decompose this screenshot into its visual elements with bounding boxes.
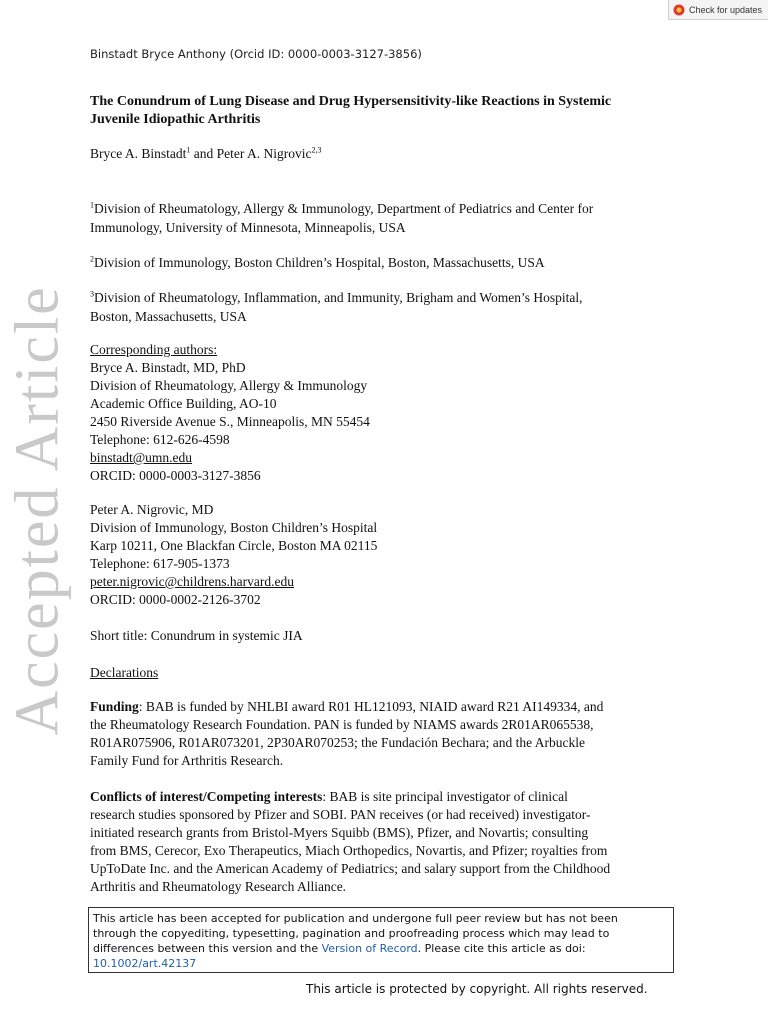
- version-of-record-link[interactable]: Version of Record: [321, 942, 418, 955]
- check-for-updates-icon: [673, 4, 685, 16]
- article-title: [90, 93, 670, 129]
- affiliation-1: $^1$Division of Rheumatology, Allergy & Immunology, Department of Pediatrics and Center for Immunology, University of Minnesota, Minneapolis, USA: [90, 200, 594, 235]
- watermark-text: Accepted Article: [3, 284, 72, 736]
- declarations-heading: Declarations: [90, 665, 159, 680]
- short-title: Short title: Conundrum in systemic JIA: [90, 628, 303, 643]
- author-separator: and: [190, 146, 217, 161]
- copyright-footer: This article is protected by copyright. All rights reserved.: [306, 982, 648, 996]
- accepted-article-notice: This article has been accepted for publication and undergone full peer review but has not been through the copyediting, typesetting, pagination and proofreading process which may lead to differences between this version and the Version of Record. Please cite this article as doi: 10.1002/art.42137: [88, 907, 674, 973]
- corresponding-author-1: Corresponding authors: Bryce A. Binstadt, MD, PhD Division of Rheumatology, Allergy & Immunology Academic Office Building, AO-10 2450 Riverside Avenue S., Minneapolis, MN 55454 Telephone: 612-626-4598 binstadt@umn.edu ORCID: 0000-0003-3127-3856: [90, 341, 670, 485]
- check-for-updates-label: Check for updates: [689, 4, 763, 15]
- author-1-email-link[interactable]: binstadt@umn.edu: [90, 450, 193, 465]
- affiliation-3: $^3$Division of Rheumatology, Inflammation, and Immunity, Brigham and Women’s Hospital, Boston, Massachusetts, USA: [90, 289, 583, 324]
- accepted-article-watermark: [3, 190, 72, 830]
- doi-link[interactable]: 10.1002/art.42137: [93, 957, 197, 970]
- conflicts-paragraph: Conflicts of interest/Competing interests: BAB is site principal investigator of clinical research studies sponsored by Pfizer and SOBI. PAN receives (or had received) investigator- initiated research grants from Bristol-Myers Squibb (BMS), Pfizer, and Novartis; consulting from BMS, Cerecor, Exo Therapeutics, Miach Orthopedics, Novartis, and Pfizer; royalties from UpToDate Inc. and the American Academy of Pediatrics; and salary support from the Childhood Arthritis and Rheumatology Research Alliance.: [90, 789, 611, 894]
- check-for-updates-badge[interactable]: [668, 0, 768, 20]
- author-2: Peter A. Nigrovic: [216, 146, 312, 161]
- header-orcid-line: Binstadt Bryce Anthony (Orcid ID: 0000-0003-3127-3856): [90, 47, 422, 61]
- author-2-affiliation: 2,3: [311, 145, 322, 155]
- funding-paragraph: Funding: BAB is funded by NHLBI award R01 HL121093, NIAID award R21 AI149334, and the Rheumatology Research Foundation. PAN is funded by NIAMS awards 2R01AR065538, R01AR075906, R01AR073201, 2P30AR070253; the Fundación Bechara; and the Arbuckle Family Fund for Arthritis Research.: [90, 699, 604, 768]
- author-1-affiliation: 1: [186, 145, 191, 155]
- author-list: [90, 146, 321, 162]
- affiliation-2: $^2$Division of Immunology, Boston Children’s Hospital, Boston, Massachusetts, USA: [90, 254, 545, 270]
- title-line-2: Juvenile Idiopathic Arthritis: [90, 112, 261, 127]
- corresponding-author-2: Peter A. Nigrovic, MD Division of Immunology, Boston Children’s Hospital Karp 10211, One Blackfan Circle, Boston MA 02115 Telephone: 617-905-1373 peter.nigrovic@childrens.harvard.edu ORCID: 0000-0002-2126-3702: [90, 501, 670, 609]
- author-1: Bryce A. Binstadt: [90, 146, 187, 161]
- corresponding-heading: Corresponding authors:: [90, 342, 218, 357]
- conflicts-label: Conflicts of interest/Competing interests: [90, 789, 323, 804]
- author-2-email-link[interactable]: peter.nigrovic@childrens.harvard.edu: [90, 574, 294, 589]
- title-line-1: The Conundrum of Lung Disease and Drug Hypersensitivity-like Reactions in Systemic: [90, 94, 612, 109]
- funding-label: Funding: [90, 699, 139, 714]
